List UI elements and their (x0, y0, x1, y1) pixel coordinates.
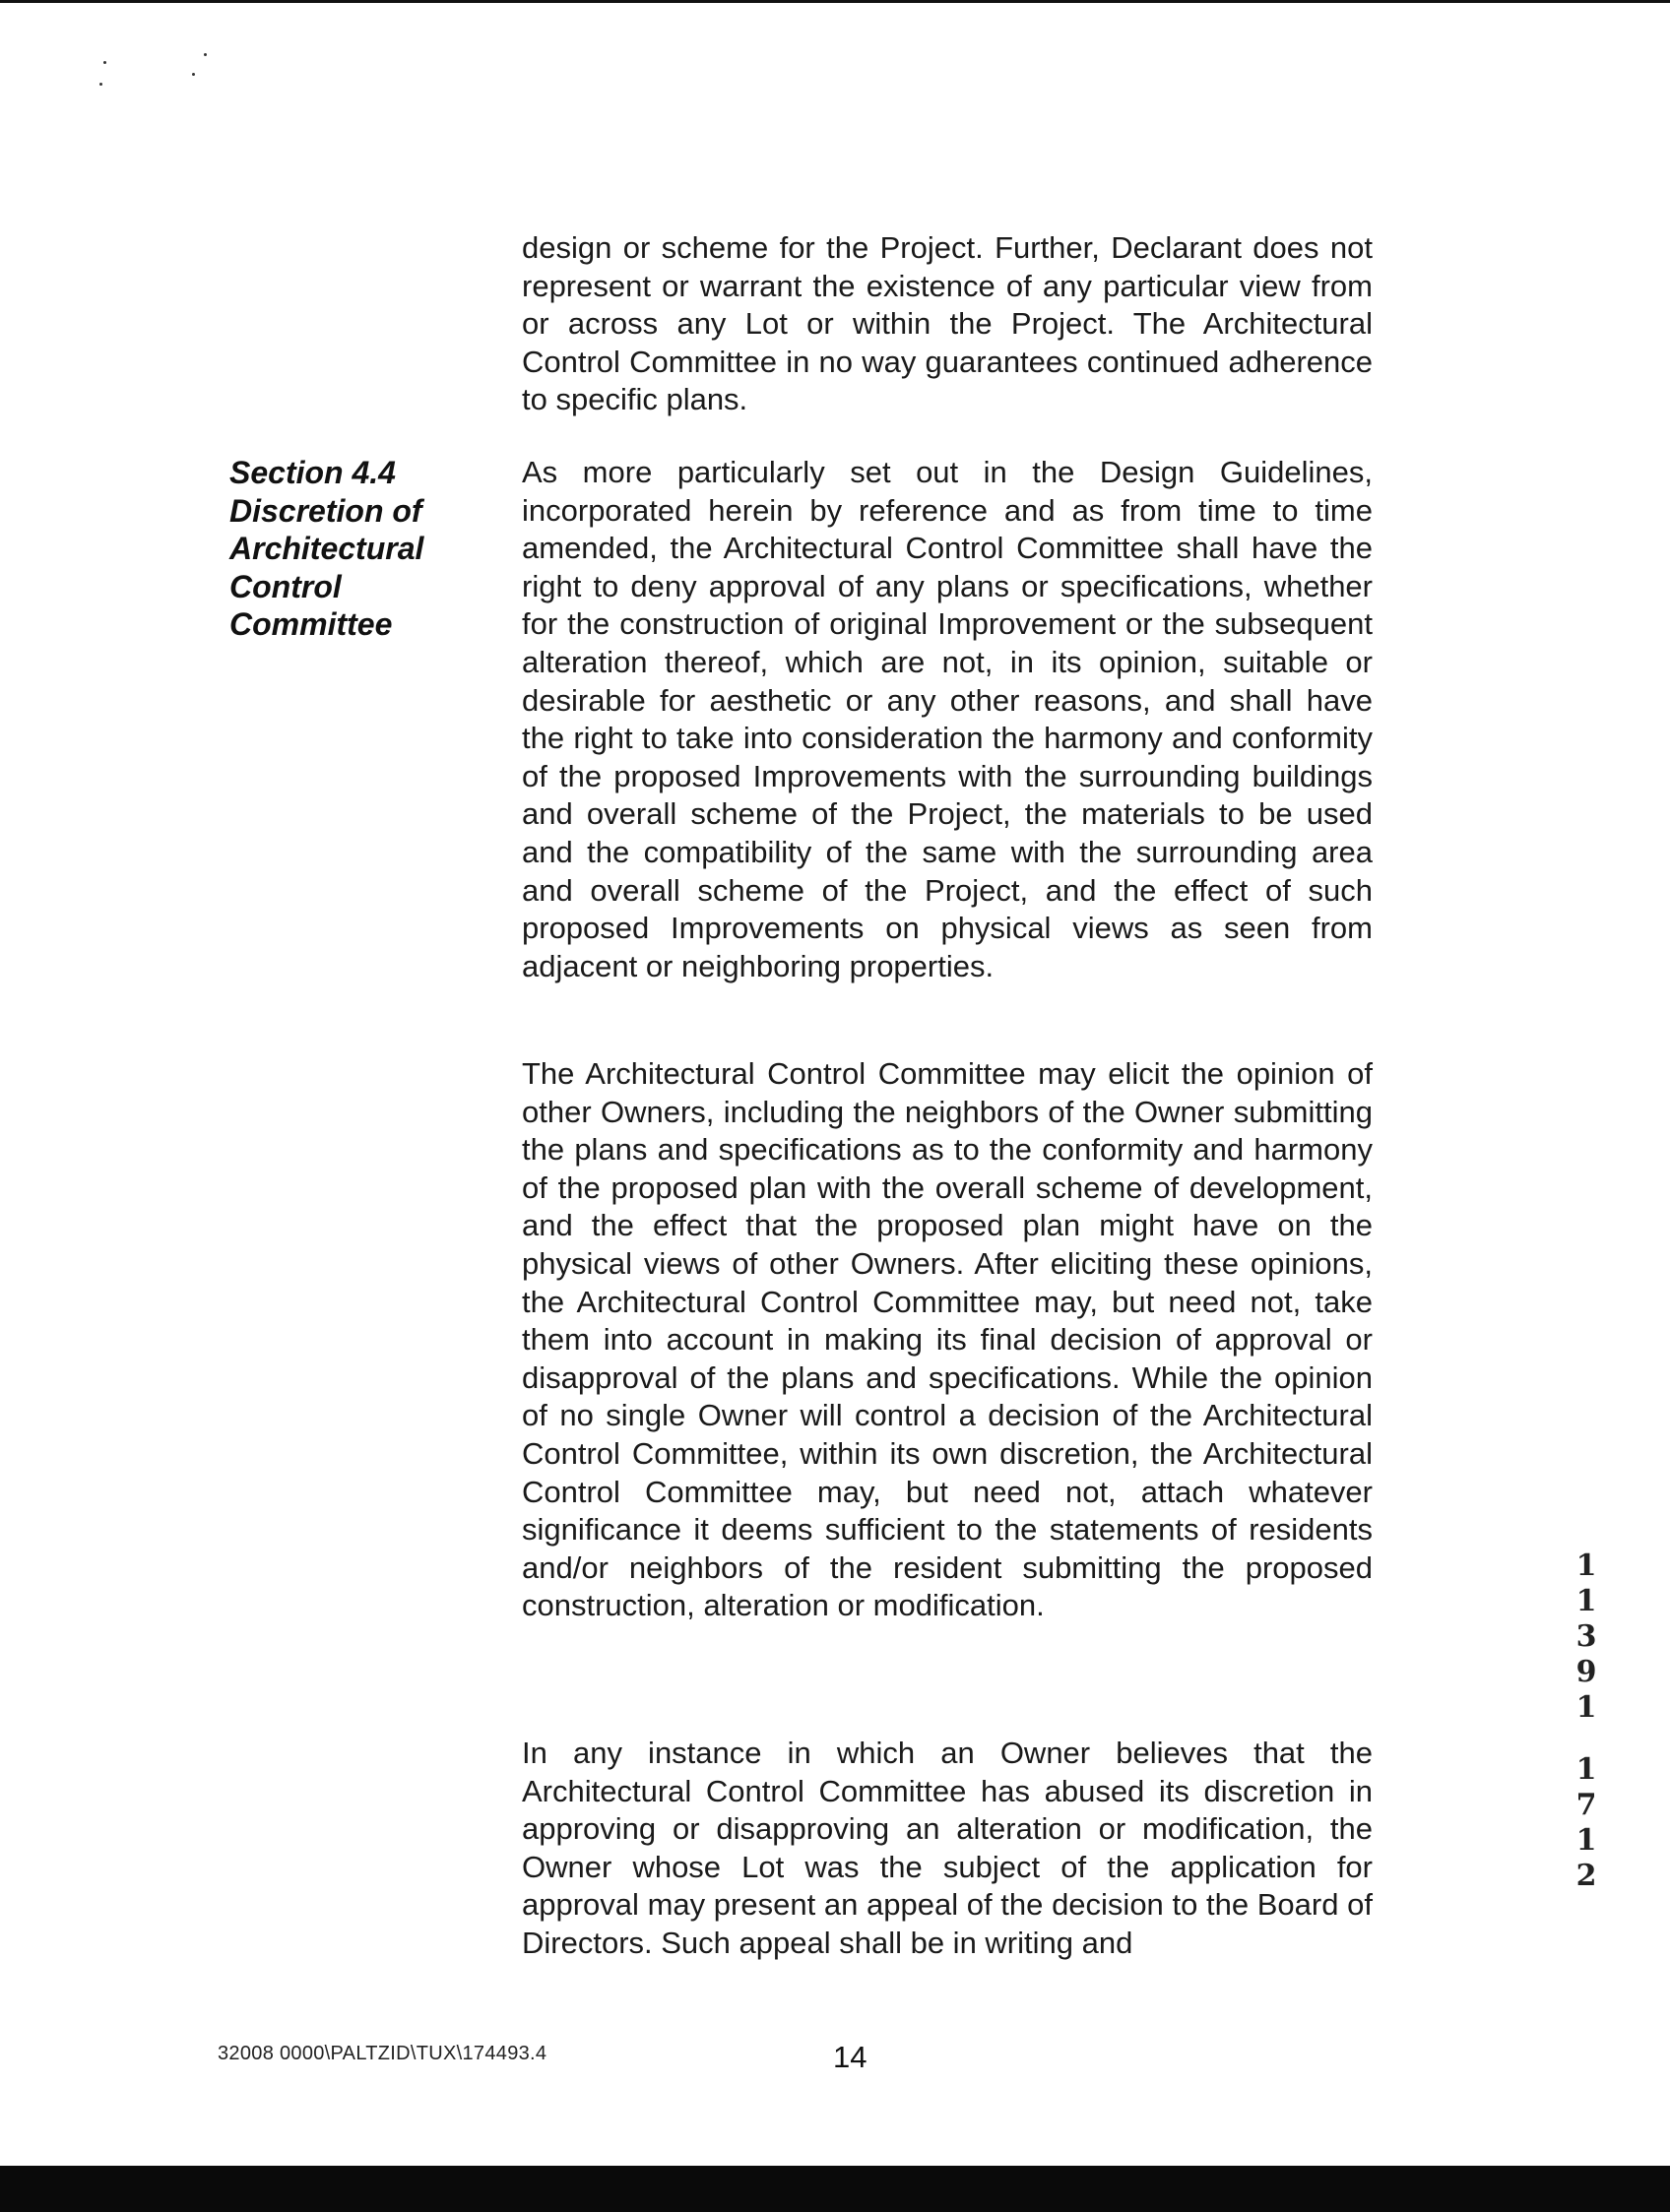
section-title-line: Discretion of (229, 492, 422, 529)
stamp-digit: 1 (1575, 1752, 1597, 1787)
body-paragraph: The Architectural Control Committee may elicit the opinion of other Owners, including the neighbors of the Owner submitting the plans and specifications as to the conformity and harmony of the proposed plan with the overall scheme of development, and the effect that the proposed plan might have on the physical views of other Owners. After eliciting these opinions, the Architectural Control Committee may, but need not, take them into account in making its final decision of approval or disapproval of the plans and specifications. While the opinion of no single Owner will control a decision of the Architectural Control Committee, within its own discretion, the Architectural Control Committee may, but need not, attach whatever significance it deems sufficient to the statements of residents and/or neighbors of the resident submitting the proposed construction, alteration or modification. (522, 1056, 1373, 1623)
stamp-digit: 3 (1575, 1619, 1597, 1654)
body-paragraph: In any instance in which an Owner believes that the Architectural Control Committee has abused its discretion in approving or disapproving an alteration or modification, the Owner whose Lot was the subject of the application for approval may present an appeal of the decision to the Board of Directors. Such appeal shall be in writing and (522, 1736, 1373, 1960)
margin-stamp-digits (1572, 1752, 1601, 1894)
stamp-digit: 9 (1575, 1655, 1597, 1689)
scan-bottom-edge (0, 2166, 1670, 2212)
section-heading (229, 454, 466, 644)
body-paragraph: As more particularly set out in the Design Guidelines, incorporated herein by reference and as from time to time amended, the Architectural Control Committee shall have the right to deny approval of any plans or specifications, whether for the construction of original Improvement or the subsequent alteration thereof, which are not, in its opinion, suitable or desirable for aesthetic or any other reasons, and shall have the right to take into consideration the harmony and conformity of the proposed Improvements with the surrounding buildings and overall scheme of the Project, the materials to be used and the compatibility of the same with the surrounding area and overall scheme of the Project, and the effect of such proposed Improvements on physical views as seen from adjacent or neighboring properties. (522, 455, 1373, 983)
page-number: 14 (833, 2040, 867, 2074)
scan-top-edge (0, 0, 1670, 3)
stamp-digit: 2 (1575, 1859, 1597, 1893)
stamp-digit: 1 (1575, 1690, 1597, 1725)
stamp-digit: 7 (1575, 1788, 1597, 1822)
stamp-digit: 1 (1575, 1584, 1597, 1618)
scan-specks (98, 49, 217, 98)
margin-stamp-digits (1572, 1548, 1601, 1726)
section-title-line: Committee (229, 606, 393, 642)
footer-document-reference: 32008 0000\PALTZID\TUX\174493.4 (218, 2043, 547, 2064)
stamp-digit: 1 (1575, 1548, 1597, 1583)
section-title-line: Control (229, 568, 342, 604)
stamp-digit: 1 (1575, 1823, 1597, 1858)
section-title-line: Architectural (229, 531, 424, 566)
body-paragraph: design or scheme for the Project. Further, Declarant does not represent or warrant the existence of any particular view from or across any Lot or within the Project. The Architectural Control Committee in no way guarantees continued adherence to specific plans. (522, 230, 1373, 417)
section-number: Section 4.4 (229, 455, 396, 490)
